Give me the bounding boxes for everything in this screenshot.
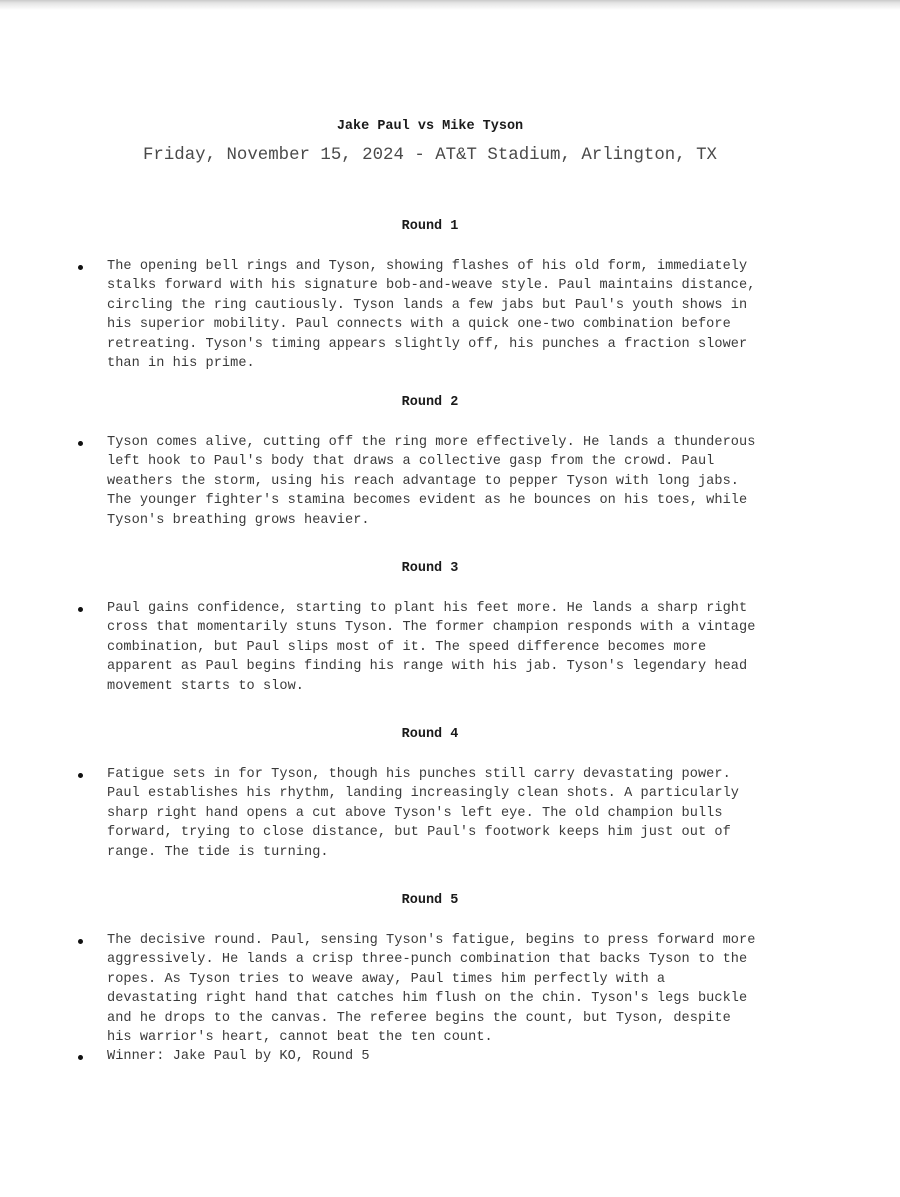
round-5-heading: Round 5 <box>401 893 459 908</box>
document-subtitle: Friday, November 15, 2024 - AT&T Stadium, Arlington, TX <box>143 146 717 165</box>
round-4-heading: Round 4 <box>401 727 459 742</box>
bullet-icon <box>78 1055 83 1060</box>
list-item <box>78 257 755 373</box>
list-item <box>78 765 739 862</box>
round-5-bullets <box>78 931 755 1067</box>
bullet-icon <box>78 265 83 270</box>
winner-line: Winner: Jake Paul by KO, Round 5 <box>107 1049 370 1065</box>
bullet-icon <box>78 773 83 778</box>
round-3-summary: Paul gains confidence, starting to plant his feet more. He lands a sharp right cross that momentarily stuns Tyson. The former champion responds with a vintage combination, but Paul slips most of it. The speed difference becomes more apparent as Paul begins finding his range with his jab. Tyson's legendary head movement starts to slow. <box>107 601 756 694</box>
list-item <box>78 599 755 696</box>
round-1-summary: The opening bell rings and Tyson, showing flashes of his old form, immediately stalks forward with his signature bob-and-weave style. Paul maintains distance, circling the ring cautiously. Tyson lands a few jabs but Paul's youth shows in his superior mobility. Paul connects with a quick one-two combination before retreating. Tyson's timing appears slightly off, his punches a fraction slower than in his prime. <box>107 259 756 372</box>
round-2-summary: Tyson comes alive, cutting off the ring more effectively. He lands a thunderous left hook to Paul's body that draws a collective gasp from the crowd. Paul weathers the storm, using his reach advantage to pepper Tyson with long jabs. The younger fighter's stamina becomes evident as he bounces on his toes, while Tyson's breathing grows heavier. <box>107 435 756 528</box>
document-title: Jake Paul vs Mike Tyson <box>336 119 524 134</box>
round-5-summary: The decisive round. Paul, sensing Tyson's fatigue, begins to press forward more aggressively. He lands a crisp three-punch combination that backs Tyson to the ropes. As Tyson tries to weave away, Paul times him perfectly with a devastating right hand that catches him flush on the chin. Tyson's legs buckle and he drops to the canvas. The referee begins the count, but Tyson, despite his warrior's heart, cannot beat the ten count. <box>107 933 756 1046</box>
round-3-heading: Round 3 <box>401 561 459 576</box>
list-item <box>78 1047 755 1066</box>
list-item <box>78 433 755 530</box>
round-1-heading: Round 1 <box>401 219 459 234</box>
round-2-bullets <box>78 433 755 530</box>
list-item <box>78 931 755 1047</box>
round-4-bullets <box>78 765 739 862</box>
round-2-heading: Round 2 <box>401 395 459 410</box>
page-top-shadow <box>0 0 900 10</box>
bullet-icon <box>78 607 83 612</box>
round-3-bullets <box>78 599 755 696</box>
bullet-icon <box>78 939 83 944</box>
round-1-bullets <box>78 257 755 373</box>
bullet-icon <box>78 441 83 446</box>
round-4-summary: Fatigue sets in for Tyson, though his punches still carry devastating power. Paul establishes his rhythm, landing increasingly clean shots. A particularly sharp right hand opens a cut above Tyson's left eye. The old champion bulls forward, trying to close distance, but Paul's footwork keeps him just out of range. The tide is turning. <box>107 767 739 860</box>
